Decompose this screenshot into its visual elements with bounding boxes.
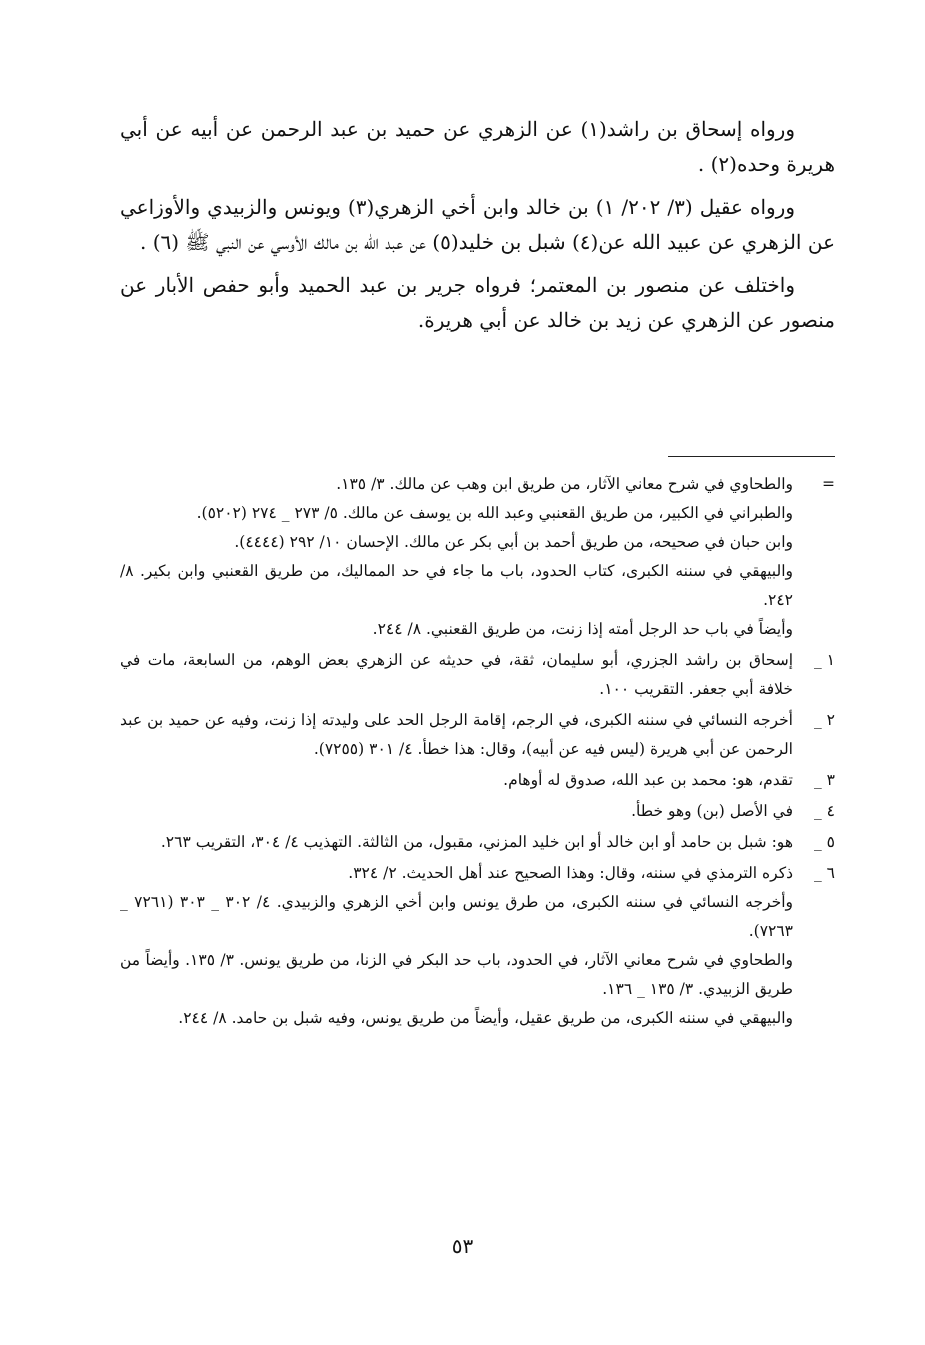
footnote-number: ٥ _ <box>813 833 835 851</box>
page-number: ٥٣ <box>451 1234 474 1258</box>
footnote-line: والبيهقي في سننه الكبرى، كتاب الحدود، باب ما جاء في حد المماليك، من طريق القعنبي وابن بكير. ٨/ ٢٤٢. <box>120 562 793 609</box>
footnote <box>120 706 835 764</box>
footnote-number: ٤ _ <box>813 802 835 820</box>
footnote-line: والبيهقي في سننه الكبرى، من طريق عقيل، وأيضاً من طريق يونس، وفيه شبل بن حامد. ٨/ ٢٤٤. <box>178 1009 793 1027</box>
paragraph: واختلف عن منصور بن المعتمر؛ فرواه جرير بن عبد الحميد وأبو حفص الأبار عن منصور عن الزهري عن زيد بن خالد عن أبي هريرة. <box>120 273 835 332</box>
footnote <box>120 646 835 704</box>
footnote-body <box>120 828 793 857</box>
footnote-line: والطحاوي في شرح معاني الآثار، من طريق ابن وهب عن مالك. ٣/ ١٣٥. <box>336 475 793 493</box>
footnote-number: = <box>822 475 835 493</box>
footnote-number: ٢ _ <box>813 711 835 729</box>
footnote-line: والطحاوي في شرح معاني الآثار، في الحدود، باب حد البكر في الزنا، من طريق يونس. ٣/ ١٣٥. وأيضاً من طريق الزبيدي. ٣/ ١٣٥ _ ١٣٦. <box>120 951 793 998</box>
main-text <box>120 112 835 346</box>
footnote <box>120 470 835 644</box>
footnote-number: ٣ _ <box>813 771 835 789</box>
footnote-body <box>120 470 793 644</box>
footnote-line: في الأصل (بن) وهو خطأ. <box>631 802 793 820</box>
footnote <box>120 766 835 795</box>
footnote-line: هو: شبل بن حامد أو ابن خالد أو ابن خليد المزني، مقبول، من الثالثة. التهذيب ٤/ ٣٠٤، التقريب ٢٦٣. <box>160 833 793 851</box>
footnote <box>120 859 835 1033</box>
footnote-body <box>120 797 793 826</box>
footnote-body <box>120 706 793 764</box>
footnote-line: تقدم، هو: محمد بن عبد الله، صدوق له أوهام. <box>503 771 793 789</box>
footnote-number: ٦ _ <box>813 864 835 882</box>
paragraph: ورواه عقيل (٣/ ٢٠٢/ ١) بن خالد وابن أخي الزهري(٣) ويونس والزبيدي والأوزاعي عن الزهري عن عبيد الله عن(٤) شبل بن خليد(٥) عن عبد الله بن مالك الأوسي عن النبي ﷺ (٦) . <box>120 195 835 254</box>
footnote <box>120 797 835 826</box>
footnote-line: والطبراني في الكبير، من طريق القعنبي وعبد الله بن يوسف عن مالك. ٥/ ٢٧٣ _ ٢٧٤ (٥٢٠٢). <box>196 504 793 522</box>
footnote-body <box>120 646 793 704</box>
footnote <box>120 828 835 857</box>
footnote-line: وأيضاً في باب حد الرجل أمته إذا زنت، من طريق القعنبي. ٨/ ٢٤٤. <box>372 620 793 638</box>
footnote-line: ذكره الترمذي في سننه، وقال: وهذا الصحيح عند أهل الحديث. ٢/ ٣٢٤. <box>348 864 793 882</box>
footnote-line: وابن حبان في صحيحه، من طريق أحمد بن أبي بكر عن مالك. الإحسان ١٠/ ٢٩٢ (٤٤٤٤). <box>234 533 793 551</box>
footnote-line: وأخرجه النسائي في سننه الكبرى، من طرق يونس وابن أخي الزهري والزبيدي. ٤/ ٣٠٢ _ ٣٠٣ (٧٢٦١ _ ٧٢٦٣). <box>120 893 793 940</box>
footnote-body <box>120 766 793 795</box>
footnote-number: ١ _ <box>813 651 835 669</box>
footnote-line: إسحاق بن راشد الجزري، أبو سليمان، ثقة، في حديثه عن الزهري بعض الوهم، من السابعة، مات في خلافة أبي جعفر. التقريب ١٠٠. <box>120 651 793 698</box>
footnote-separator <box>668 456 835 457</box>
paragraph: ورواه إسحاق بن راشد(١) عن الزهري عن حميد بن عبد الرحمن عن أبيه عن أبي هريرة وحده(٢) . <box>120 117 835 176</box>
footnote-line: أخرجه النسائي في سننه الكبرى، في الرجم، إقامة الرجل الحد على وليدته إذا زنت، وفيه عن حميد بن عبد الرحمن عن أبي هريرة (ليس فيه عن أبيه)، وقال: هذا خطأ. ٤/ ٣٠١ (٧٢٥٥). <box>120 711 793 758</box>
footnotes <box>120 470 835 1035</box>
footnote-body <box>120 859 793 1033</box>
